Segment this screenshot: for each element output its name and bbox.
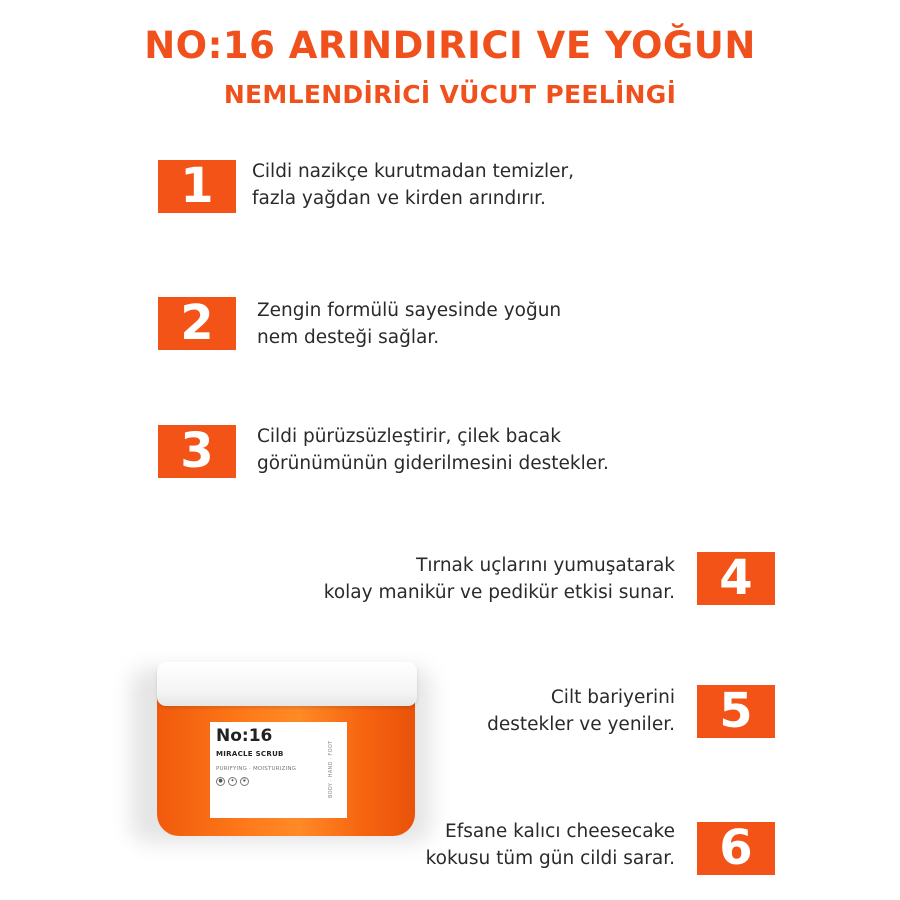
jar-label <box>210 722 347 818</box>
feature-text-1 <box>252 158 574 212</box>
feature-2-line1: Zengin formülü sayesinde yoğun <box>257 300 562 321</box>
circle-icon: ● <box>216 777 225 786</box>
feature-6-line2: kokusu tüm gün cildi sarar. <box>425 848 675 869</box>
feature-number-4: 4 <box>697 552 775 605</box>
jar-side-text: BODY · HAND · FOOT <box>328 740 334 798</box>
jar-lid <box>157 662 417 706</box>
feature-6-line1: Efsane kalıcı cheesecake <box>445 821 675 842</box>
feature-3-line1: Cildi pürüzsüzleştirir, çilek bacak <box>257 426 561 447</box>
jar-subtitle: PURIFYING · MOISTURIZING <box>216 766 297 772</box>
feature-2-line2: nem desteği sağlar. <box>257 327 440 348</box>
feature-number-2: 2 <box>158 297 236 350</box>
page-subtitle: NEMLENDİRİCİ VÜCUT PEELİNGİ <box>223 80 677 109</box>
feature-number-5: 5 <box>697 685 775 738</box>
feature-text-4 <box>324 552 675 606</box>
feature-text-3 <box>257 423 609 477</box>
sparkle-icon: ✦ <box>228 777 237 786</box>
leaf-icon: ❦ <box>240 777 249 786</box>
feature-4-line1: Tırnak uçlarını yumuşatarak <box>416 555 675 576</box>
feature-1-line2: fazla yağdan ve kirden arındırır. <box>252 188 546 209</box>
feature-text-6 <box>426 818 675 872</box>
feature-5-line1: Cilt bariyerini <box>550 687 675 708</box>
jar-product-name: MIRACLE SCRUB <box>216 750 284 758</box>
feature-number-1: 1 <box>158 160 236 213</box>
jar-brand: No:16 <box>216 726 273 746</box>
feature-text-2 <box>257 297 561 351</box>
feature-4-line2: kolay manikür ve pedikür etkisi sunar. <box>323 582 675 603</box>
feature-number-3: 3 <box>158 425 236 478</box>
feature-text-5 <box>487 684 675 738</box>
feature-1-line1: Cildi nazikçe kurutmadan temizler, <box>252 161 575 182</box>
feature-3-line2: görünümünün giderilmesini destekler. <box>257 453 609 474</box>
product-jar-image <box>145 650 435 840</box>
feature-5-line2: destekler ve yeniler. <box>487 714 675 735</box>
feature-number-6: 6 <box>697 822 775 875</box>
page-title: NO:16 ARINDIRICI VE YOĞUN <box>144 24 756 67</box>
jar-icons <box>216 777 249 786</box>
